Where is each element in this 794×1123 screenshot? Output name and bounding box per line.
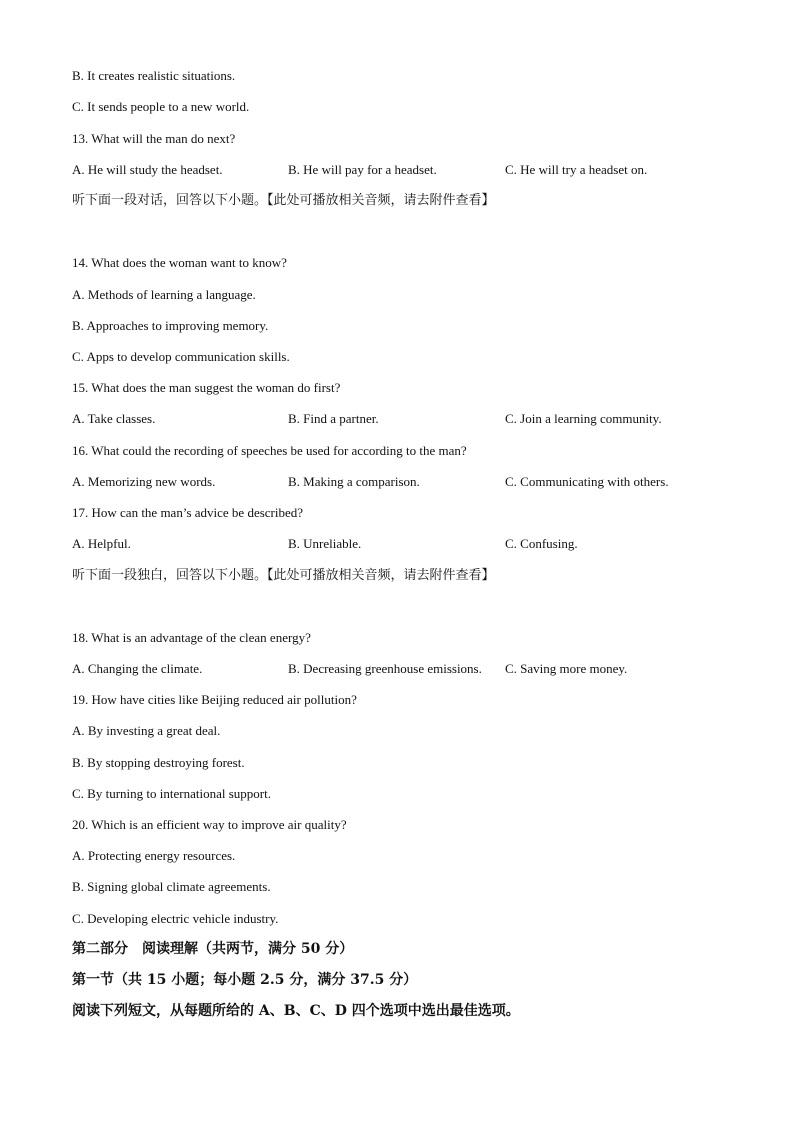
q17-question: 17. How can the man’s advice be described? — [72, 505, 304, 520]
q19-option-a: A. By investing a great deal. — [72, 723, 221, 738]
q15-option-b: B. Find a partner. — [288, 411, 379, 426]
q19-option-c: C. By turning to international support. — [72, 786, 271, 801]
q18-option-b: B. Decreasing greenhouse emissions. — [288, 661, 482, 676]
q17-option-c: C. Confusing. — [505, 536, 578, 551]
q20-question: 20. Which is an efficient way to improve air quality? — [72, 817, 347, 832]
q14-option-a: A. Methods of learning a language. — [72, 287, 256, 302]
q16-question: 16. What could the recording of speeches be used for according to the man? — [72, 443, 467, 458]
dialogue-instruction: 听下面一段对话，回答以下小题。【此处可播放相关音频，请去附件查看】 — [72, 193, 495, 208]
q16-option-b: B. Making a comparison. — [288, 474, 420, 489]
q12-option-b: B. It creates realistic situations. — [72, 68, 236, 83]
q17-option-a: A. Helpful. — [72, 536, 131, 551]
reading-instruction: 阅读下列短文，从每题所给的 A、B、C、D 四个选项中选出最佳选项。 — [72, 1003, 520, 1019]
part2-heading: 第二部分 阅读理解（共两节，满分 50 分） — [72, 941, 354, 957]
q14-question: 14. What does the woman want to know? — [72, 255, 287, 270]
q16-option-a: A. Memorizing new words. — [72, 474, 216, 489]
q20-option-c: C. Developing electric vehicle industry. — [72, 911, 279, 926]
q18-option-a: A. Changing the climate. — [72, 661, 203, 676]
q14-option-c: C. Apps to develop communication skills. — [72, 349, 290, 364]
q13-question: 13. What will the man do next? — [72, 131, 236, 146]
q20-option-a: A. Protecting energy resources. — [72, 848, 236, 863]
q18-question: 18. What is an advantage of the clean energy? — [72, 630, 311, 645]
q13-option-a: A. He will study the headset. — [72, 162, 223, 177]
monologue-instruction: 听下面一段独白，回答以下小题。【此处可播放相关音频，请去附件查看】 — [72, 568, 495, 583]
q20-option-b: B. Signing global climate agreements. — [72, 879, 271, 894]
q16-option-c: C. Communicating with others. — [505, 474, 669, 489]
q18-option-c: C. Saving more money. — [505, 661, 628, 676]
q19-question: 19. How have cities like Beijing reduced air pollution? — [72, 692, 357, 707]
q15-question: 15. What does the man suggest the woman do first? — [72, 380, 341, 395]
q19-option-b: B. By stopping destroying forest. — [72, 755, 245, 770]
q13-option-b: B. He will pay for a headset. — [288, 162, 437, 177]
q12-option-c: C. It sends people to a new world. — [72, 99, 250, 114]
section1-heading: 第一节（共 15 小题；每小题 2.5 分，满分 37.5 分） — [72, 972, 418, 988]
q15-option-a: A. Take classes. — [72, 411, 156, 426]
q13-option-c: C. He will try a headset on. — [505, 162, 648, 177]
q14-option-b: B. Approaches to improving memory. — [72, 318, 269, 333]
q15-option-c: C. Join a learning community. — [505, 411, 662, 426]
q17-option-b: B. Unreliable. — [288, 536, 362, 551]
